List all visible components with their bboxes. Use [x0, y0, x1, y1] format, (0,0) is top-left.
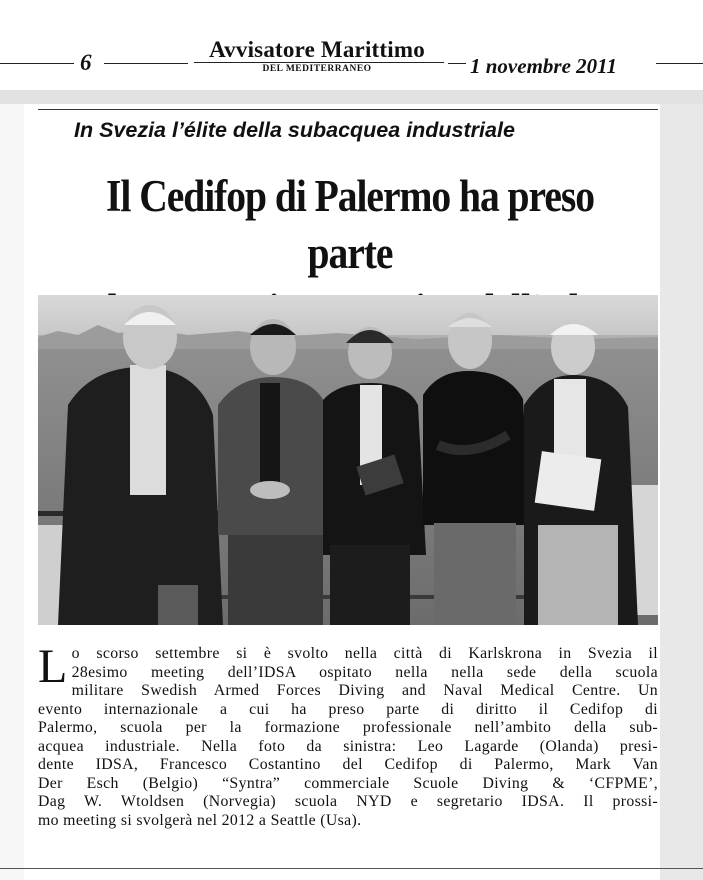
body-line-2: 28esimo meeting dell’IDSA ospitato nella nella sede della scuola — [71, 663, 658, 681]
body-line-1: o scorso settembre si è svolto nella città di Karlskrona in Svezia il — [71, 645, 658, 662]
page-bottom-rule — [0, 868, 703, 869]
body-line-9: Dag W. Wtoldsen (Norvegia) scuola NYD e segretario IDSA. Il prossi- — [38, 793, 658, 810]
masthead-rule-right — [656, 63, 703, 64]
body-line-4: evento internazionale a cui ha preso parte di diritto il Cedifop di — [38, 700, 658, 718]
body-line-10: mo meeting si svolgerà nel 2012 a Seattle (Usa). — [38, 811, 362, 829]
body-line-3: militare Swedish Armed Forces Diving and Naval Medical Centre. Un — [71, 682, 658, 699]
paper-title: Avvisatore Marittimo — [209, 37, 425, 62]
article-top-rule — [38, 109, 658, 110]
article-kicker: In Svezia l’élite della subacquea industriale — [74, 118, 515, 142]
paper-subtitle: DEL MEDITERRANEO — [262, 64, 372, 74]
body-line-7: dente IDSA, Francesco Costantino del Cedifop di Palermo, Mark Van — [38, 756, 658, 773]
page-number: 6 — [80, 50, 92, 75]
masthead-rule-mid-left — [104, 63, 188, 64]
masthead-rule-left — [0, 63, 74, 64]
masthead-rule-mid-right — [448, 63, 466, 64]
issue-date: 1 novembre 2011 — [470, 54, 617, 78]
left-margin-shade — [0, 104, 24, 880]
right-margin-shade — [660, 104, 703, 880]
article-body — [38, 640, 658, 830]
top-shade-band — [0, 90, 703, 104]
group-photo-illustration — [38, 295, 658, 625]
drop-cap: L — [38, 640, 68, 693]
body-line-8: Der Esch (Belgio) “Syntra” commerciale Scuole Diving & ‘CFPME’, — [38, 774, 658, 792]
body-line-5: Palermo, scuola per la formazione professionale nell’ambito della sub- — [38, 719, 658, 736]
body-line-6: acquea industriale. Nella foto da sinistra: Leo Lagarde (Olanda) presi- — [38, 737, 658, 755]
article-photo — [38, 295, 658, 625]
masthead-title-underline — [194, 62, 444, 63]
masthead — [0, 0, 703, 90]
headline-line-1: Il Cedifop di Palermo ha preso parte — [106, 171, 594, 278]
